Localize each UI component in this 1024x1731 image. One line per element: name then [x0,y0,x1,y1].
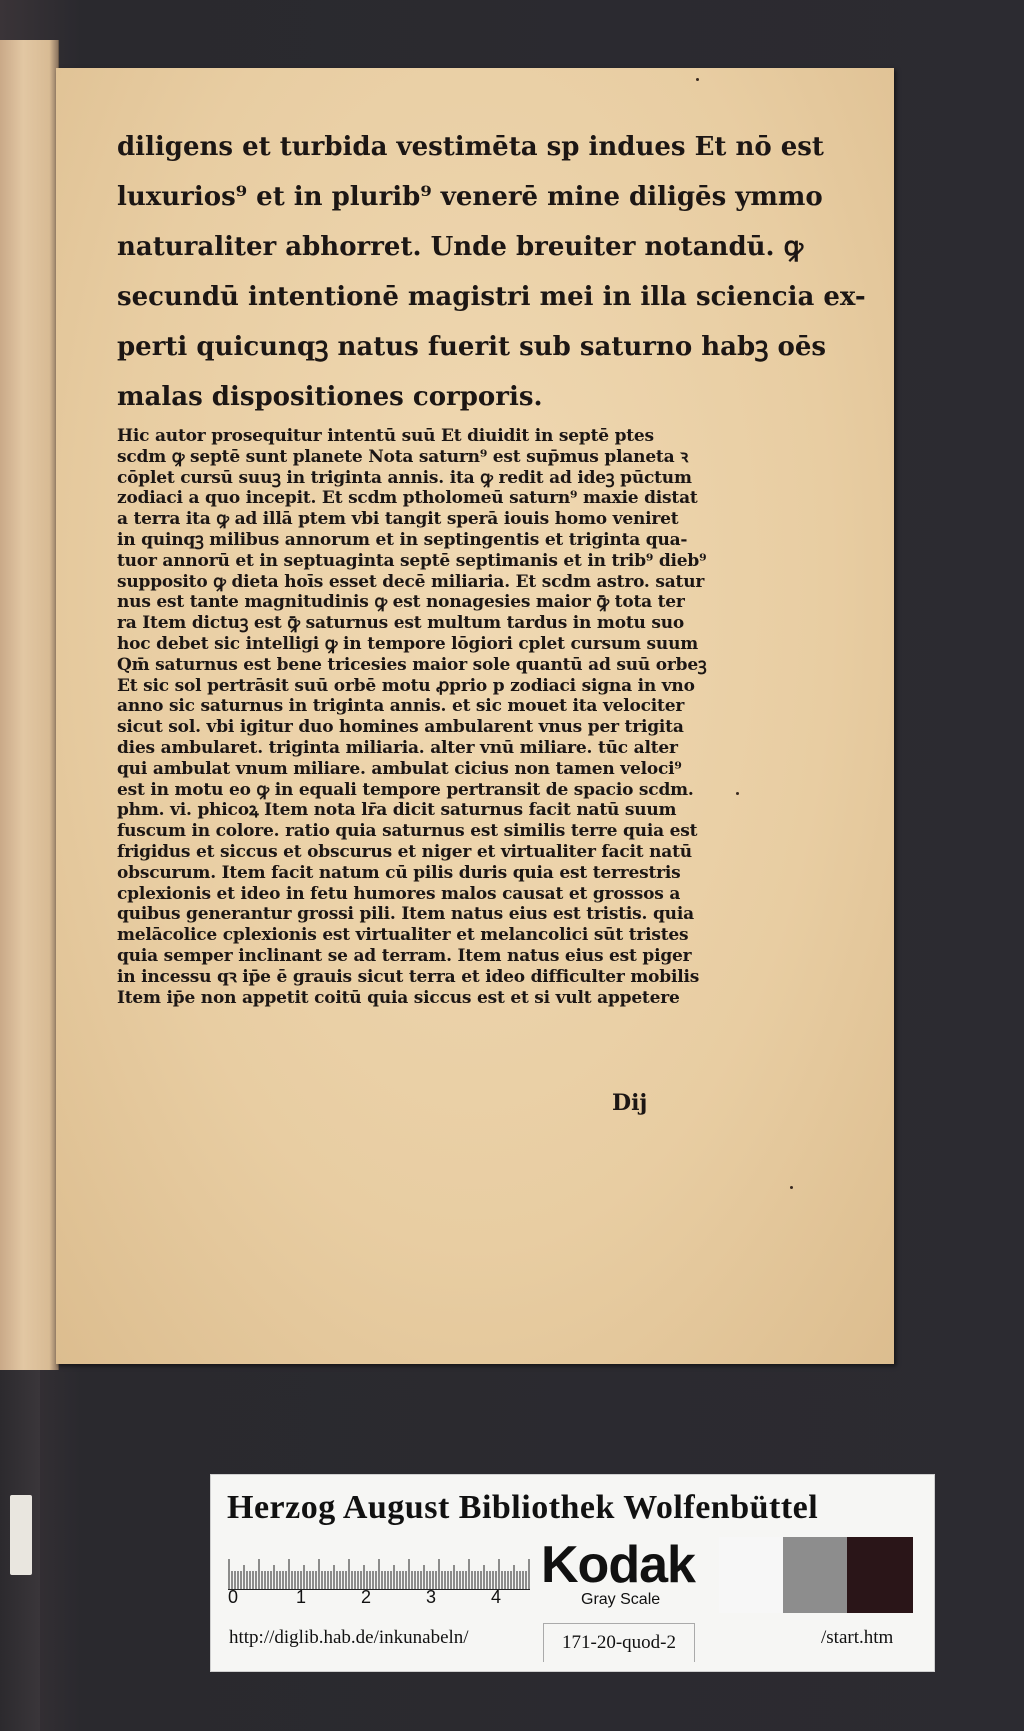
commentary-line: a terra ita ꝙ ad illā ptem vbi tangit sperā iouis homo veniret [117,509,679,530]
spine-label [10,1495,32,1575]
commentary-line: tuor annorū et in septuaginta septē septimanis et in trib⁹ dieb⁹ [117,550,707,571]
ruler-numbers [211,1587,531,1607]
text-line: naturaliter abhorret. Unde breuiter notandū. ꝙ [117,232,804,262]
swatch-white [719,1537,783,1613]
margin-mark [790,1186,793,1189]
margin-mark [696,78,699,81]
commentary-line: est in motu eo ꝙ in equali tempore pertransit de spacio scdm. [117,779,694,800]
swatch-black [847,1537,913,1613]
commentary-line: dies ambularet. triginta miliaria. alter vnū miliare. tūc alter [117,737,678,758]
commentary-line: in quinqꝫ milibus annorum et in septingentis et triginta qua- [117,529,688,550]
adjacent-page-edge [0,40,59,1370]
library-url: http://diglib.hab.de/inkunabeln/ [229,1627,469,1648]
ruler-number: 1 [296,1587,307,1607]
commentary-block [117,426,725,1008]
large-text-block [117,122,866,422]
commentary-line: ra Item dictuꝫ est ꝙ̄ saturnus est multum tardus in motu suo [117,613,685,634]
text-line: perti quicunqꝫ natus fuerit sub saturno habꝫ oēs [117,332,827,362]
shelfmark-code: 171-20-quod-2 [543,1623,695,1662]
commentary-line: phm. vi. phicoꝝ Item nota lr̄a dicit saturnus facit natū suum [117,800,677,821]
ruler-number: 4 [491,1587,502,1607]
commentary-line: frigidus et siccus et obscurus et niger et virtualiter facit natū [117,841,692,862]
commentary-line: cōplet cursū suuꝫ in triginta annis. ita ꝙ redit ad ideꝫ pūctum [117,467,692,488]
signature-mark: Dij [612,1090,648,1116]
commentary-line: Qm̄ saturnus est bene tricesies maior sole quantū ad suū orbeꝫ [117,654,707,675]
library-color-card [210,1474,935,1672]
commentary-line: fuscum in colore. ratio quia saturnus est similis terre quia est [117,821,698,842]
commentary-line: sicut sol. vbi igitur duo homines ambularent vnus per trigita [117,717,684,738]
gray-scale-label: Gray Scale [581,1591,661,1608]
text-line: malas dispositiones corporis. [117,382,543,412]
commentary-line: supposito ꝙ dieta hoīs esset decē miliaria. Et scdm astro. satur [117,571,705,592]
commentary-line: qui ambulat vnum miliare. ambulat cicius non tamen veloci⁹ [117,758,682,779]
commentary-line: Et sic sol pertrāsit suū orbē motu ꝓprio p zodiaci signa in vno [117,675,695,696]
commentary-line: Hic autor prosequitur intentū suū Et diuidit in septē ptes [117,426,654,446]
margin-mark [736,792,739,795]
commentary-line: in incessu qꝛ ip̄e ē grauis sicut terra et ideo difficulter mobilis [117,966,700,987]
commentary-line: scdm ꝙ septē sunt planete Nota saturn⁹ est sup̄mus planeta ꝛ [117,446,688,467]
ruler-number: 3 [426,1587,437,1607]
commentary-line: zodiaci a quo incepit. Et scdm ptholomeū saturn⁹ maxie distat [117,488,698,509]
commentary-line: nus est tante magnitudinis ꝙ est nonagesies maior ꝙ̄ tota ter [117,592,685,613]
swatch-gray [783,1537,847,1613]
ruler [228,1543,530,1590]
url-suffix: /start.htm [821,1627,894,1648]
library-title: Herzog August Bibliothek Wolfenbüttel [227,1489,819,1526]
commentary-line: cplexionis et ideo in fetu humores malos causat et grossos a [117,883,681,904]
commentary-line: hoc debet sic intelligi ꝙ in tempore lōgiori cplet cursum suum [117,633,699,654]
commentary-line: quibus generantur grossi pili. Item natus eius est tristis. quia [117,904,694,925]
commentary-line: melācolice cplexionis est virtualiter et melancolici sūt tristes [117,925,689,946]
commentary-line: Item ip̄e non appetit coitū quia siccus est et si vult appetere [117,987,680,1008]
text-line: diligens et turbida vestimēta sp indues Et nō est [117,132,824,162]
page-text [117,122,866,1008]
ruler-number: 2 [361,1587,372,1607]
kodak-logo: Kodak [541,1536,695,1594]
text-line: luxurios⁹ et in plurib⁹ venerē mine diligēs ymmo [117,182,823,212]
commentary-line: quia semper inclinant se ad terram. Item natus eius est piger [117,945,692,966]
commentary-line: anno sic saturnus in triginta annis. et sic mouet ita velociter [117,696,685,717]
ruler-number: 0 [228,1587,239,1607]
ruler-ticks [228,1543,530,1589]
commentary-line: obscurum. Item facit natum cū pilis duris quia est terrestris [117,862,681,883]
text-line: secundū intentionē magistri mei in illa sciencia ex- [117,282,866,312]
